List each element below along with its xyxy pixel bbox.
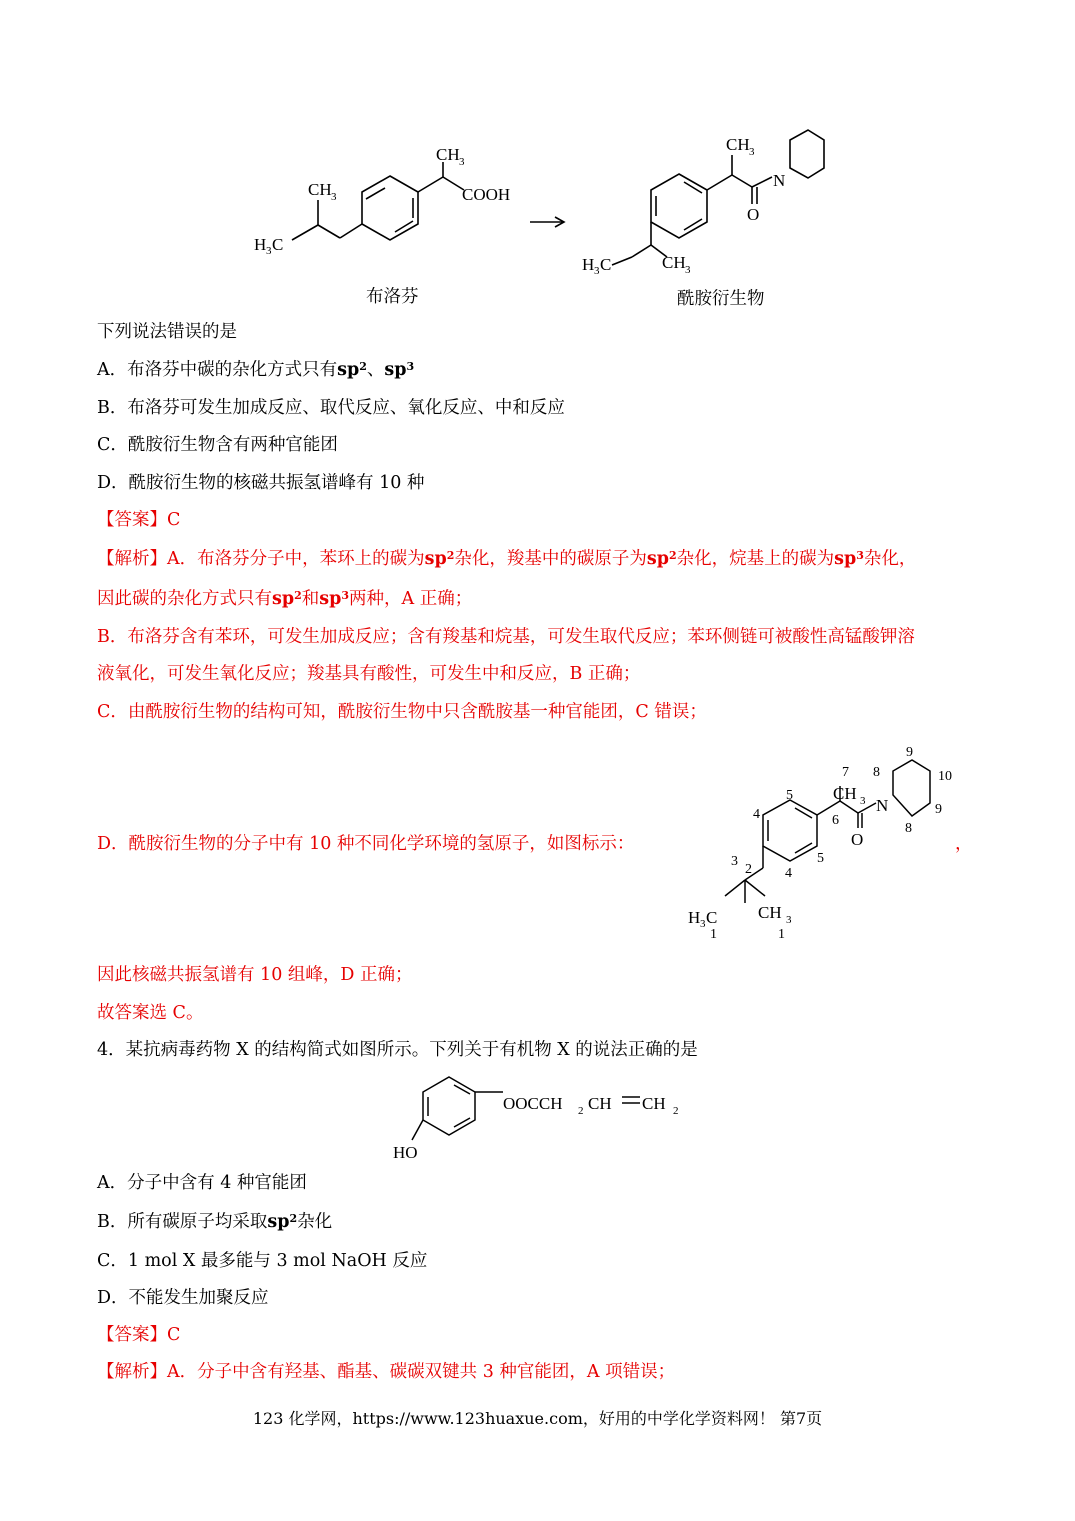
svg-text:O: O (851, 830, 864, 849)
svg-text:3: 3 (749, 146, 755, 158)
svg-text:CH: CH (308, 180, 332, 199)
svg-text:7: 7 (842, 765, 849, 780)
svg-text:H: H (688, 908, 701, 927)
svg-text:H: H (254, 235, 267, 254)
amide-caption: 酰胺衍生物 (677, 289, 765, 309)
svg-text:1: 1 (710, 927, 717, 942)
analysis-final: 故答案选 C。 (97, 1003, 204, 1023)
svg-text:C: C (272, 235, 284, 254)
svg-text:5: 5 (786, 788, 793, 803)
svg-text:CH: CH (662, 253, 686, 272)
analysis-d: D．酰胺衍生物的分子中有 10 种不同化学环境的氢原子，如图标示： (97, 834, 635, 854)
svg-text:4: 4 (785, 866, 792, 881)
svg-text:9: 9 (935, 802, 942, 817)
question-stem: 下列说法错误的是 (97, 322, 237, 342)
ibuprofen-caption: 布洛芬 (366, 287, 419, 307)
svg-text:1: 1 (778, 927, 785, 942)
svg-text:N: N (876, 796, 889, 815)
analysis-d-comma: ， (955, 834, 973, 854)
page-footer: 123 化学网，https://www.123huaxue.com，好用的中学化学资料网！ 第7页 (252, 1409, 823, 1428)
ch3-label: CH (436, 145, 460, 164)
o-label: O (747, 205, 760, 224)
analysis-b-line2: 液氧化，可发生氧化反应；羧基具有酸性，可发生中和反应，B 正确； (97, 664, 641, 684)
svg-text:2: 2 (745, 862, 752, 877)
analysis-a-line1: 【解析】A．布洛芬分子中，苯环上的碳为$sp^2$杂化，羧基中的碳原子为$sp^2$杂化，烷基上的碳为$sp^3$杂化， (97, 549, 917, 569)
svg-text:3: 3 (685, 264, 691, 276)
analysis-b-line1: B．布洛芬含有苯环，可发生加成反应；含有羧基和烷基，可发生取代反应；苯环侧链可被酸性高锰酸钾溶 (97, 627, 915, 647)
svg-text:4: 4 (753, 807, 760, 822)
svg-text:3: 3 (331, 191, 337, 203)
svg-text:10: 10 (938, 769, 952, 784)
svg-text:3: 3 (731, 854, 738, 869)
svg-text:CH: CH (726, 135, 750, 154)
q4-analysis-a: 【解析】A．分子中含有羟基、酯基、碳碳双键共 3 种官能团，A 项错误； (97, 1362, 676, 1382)
svg-text:9: 9 (906, 745, 913, 760)
svg-text:6: 6 (832, 813, 839, 828)
answer: 【答案】C (97, 510, 181, 530)
svg-text:2: 2 (578, 1105, 584, 1117)
q4-option-c: C．1 mol X 最多能与 3 mol NaOH 反应 (97, 1251, 428, 1271)
svg-text:8: 8 (873, 765, 880, 780)
svg-text:CH: CH (833, 784, 857, 803)
cooh-label: COOH (462, 185, 511, 204)
svg-text:8: 8 (905, 821, 912, 836)
svg-text:3: 3 (700, 918, 706, 930)
svg-text:3: 3 (594, 265, 600, 277)
question-4-stem: 4．某抗病毒药物 X 的结构简式如图所示。下列关于有机物 X 的说法正确的是 (97, 1040, 698, 1060)
n-label: N (773, 171, 786, 190)
svg-text:CH: CH (588, 1094, 612, 1113)
option-a: A．布洛芬中碳的杂化方式只有$sp^2$、$sp^3$ (97, 360, 415, 380)
svg-text:C: C (706, 908, 718, 927)
svg-text:2: 2 (673, 1105, 679, 1117)
q4-answer: 【答案】C (97, 1325, 181, 1345)
ho-label: HO (393, 1143, 418, 1162)
svg-text:3: 3 (786, 914, 792, 926)
svg-text:H: H (582, 255, 595, 274)
svg-text:3: 3 (266, 245, 272, 257)
option-c: C．酰胺衍生物含有两种官能团 (97, 435, 338, 455)
option-d: D．酰胺衍生物的核磁共振氢谱峰有 10 种 (97, 473, 425, 493)
q4-option-d: D．不能发生加聚反应 (97, 1288, 269, 1308)
q4-option-a: A．分子中含有 4 种官能团 (97, 1173, 307, 1193)
svg-text:5: 5 (817, 851, 824, 866)
ester-label: OOCCH (503, 1094, 563, 1113)
svg-text:CH: CH (642, 1094, 666, 1113)
analysis-a-line2: 因此碳的杂化方式只有$sp^2$和$sp^3$两种，A 正确； (97, 589, 473, 609)
analysis-d-conclusion: 因此核磁共振氢谱有 10 组峰，D 正确； (97, 965, 413, 985)
option-b: B．布洛芬可发生加成反应、取代反应、氧化反应、中和反应 (97, 398, 565, 418)
svg-text:3: 3 (860, 795, 866, 807)
svg-text:3: 3 (459, 156, 465, 168)
svg-text:C: C (600, 255, 612, 274)
svg-text:CH: CH (758, 903, 782, 922)
q4-option-b: B．所有碳原子均采取$sp^2$杂化 (97, 1212, 333, 1232)
analysis-c: C．由酰胺衍生物的结构可知，酰胺衍生物中只含酰胺基一种官能团，C 错误； (97, 702, 707, 722)
